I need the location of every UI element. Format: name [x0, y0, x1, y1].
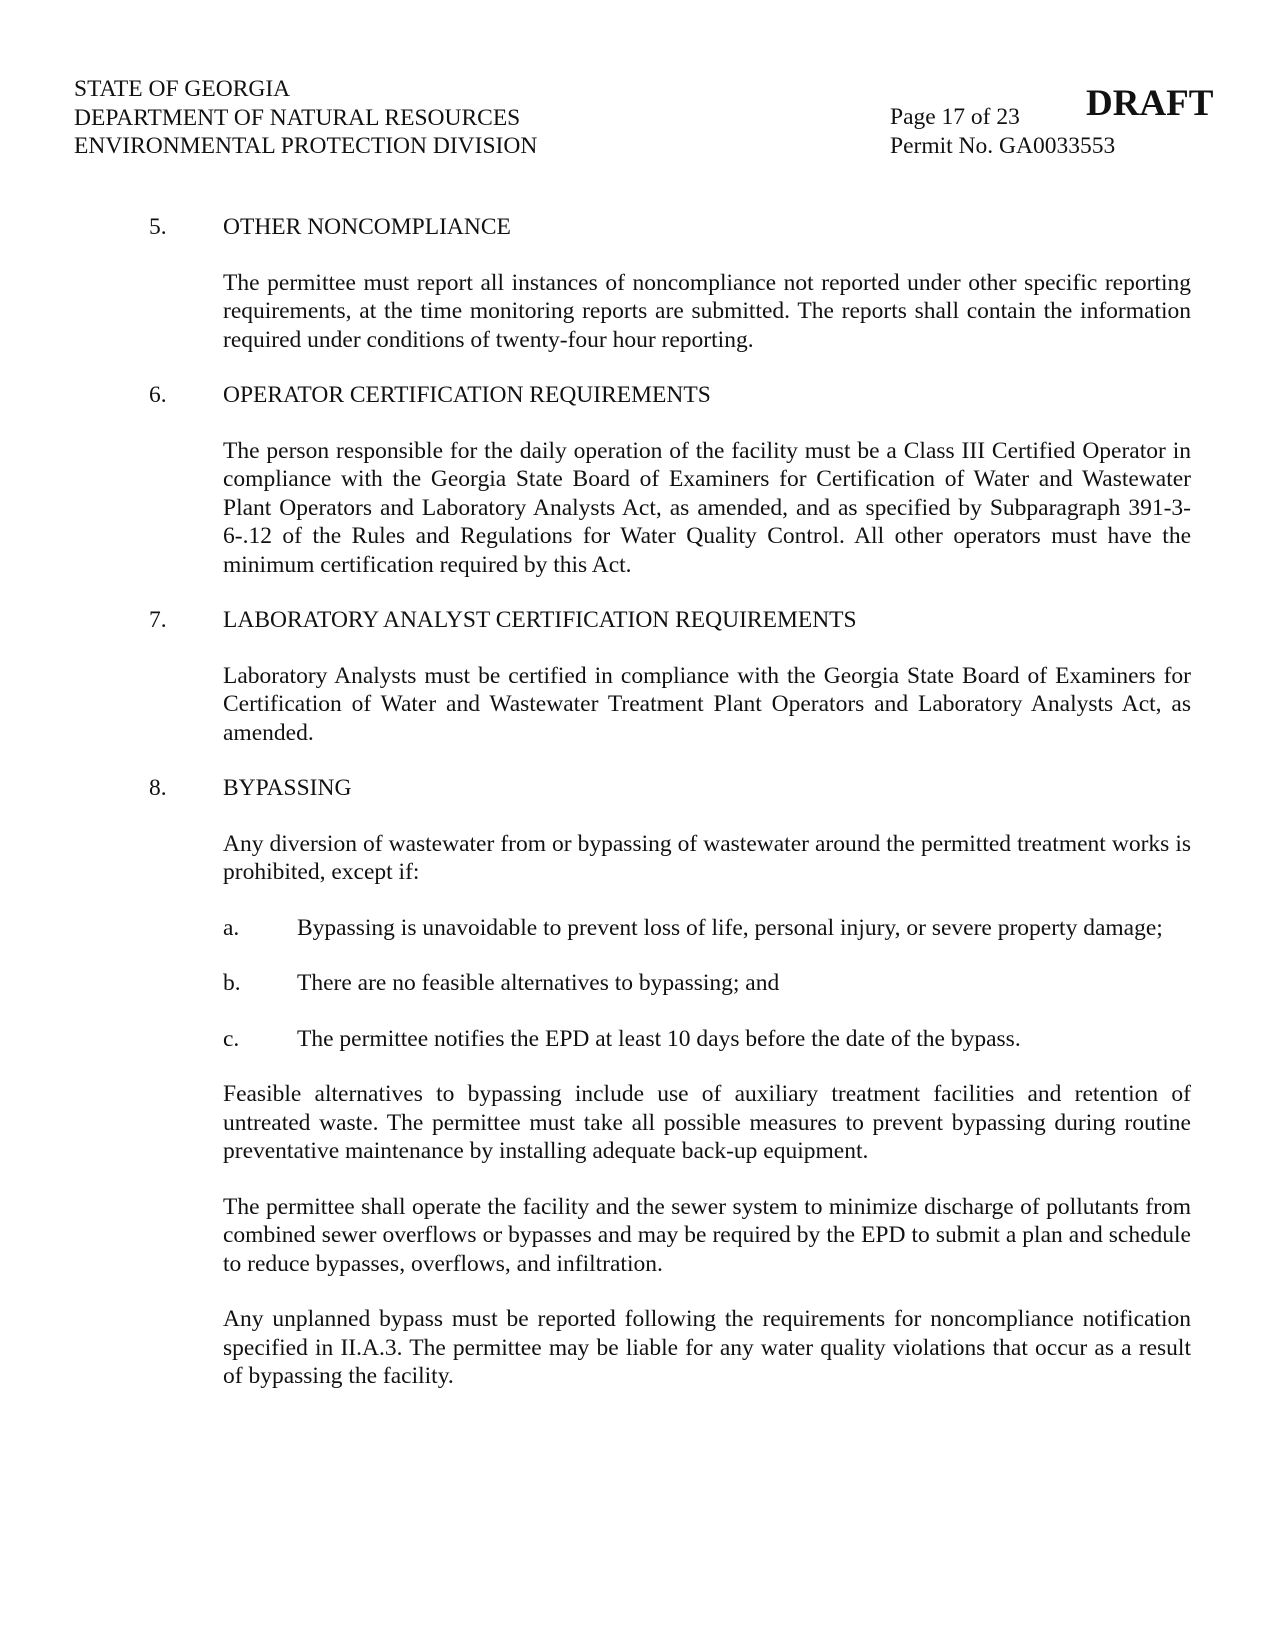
permit-number: Permit No. GA0033553 [890, 132, 1116, 159]
agency-division: ENVIRONMENTAL PROTECTION DIVISION [74, 133, 538, 159]
list-item-letter: b. [223, 970, 241, 996]
draft-stamp: DRAFT [1086, 83, 1214, 124]
section-number: 8. [149, 775, 167, 801]
list-item-text: The permittee notifies the EPD at least 10 days before the date of the bypass. [297, 1025, 1021, 1052]
list-item [223, 1025, 1191, 1054]
section-number: 6. [149, 382, 167, 408]
list-item [223, 914, 1191, 943]
section-bypassing [149, 774, 1191, 1391]
document-body [149, 213, 1191, 1391]
list-item-letter: c. [223, 1025, 240, 1052]
list-item-text: There are no feasible alternatives to bypassing; and [297, 970, 780, 996]
page-header [74, 75, 1214, 165]
section-title: OTHER NONCOMPLIANCE [223, 214, 511, 240]
section-operator-certification [149, 381, 1191, 579]
page-info-block [890, 103, 1115, 160]
section-paragraph: Any unplanned bypass must be reported following the requirements for noncompliance notification specified in II.A.3. The permittee may be liable for any water quality violations that occur as a result of bypassing the facility. [223, 1306, 1191, 1389]
section-title: BYPASSING [223, 775, 352, 801]
section-paragraph: Laboratory Analysts must be certified in compliance with the Georgia State Board of Examiners for Certification of Water and Wastewater Treatment Plant Operators and Laboratory Analysts Act, as amended. [223, 662, 1191, 746]
section-number: 7. [149, 607, 167, 633]
section-heading [149, 381, 1191, 410]
bypassing-intro-paragraph: Any diversion of wastewater from or bypassing of wastewater around the permitted treatment works is prohibited, except if: [223, 830, 1191, 885]
list-item [223, 969, 1191, 998]
bypass-conditions-list [223, 914, 1191, 1054]
section-other-noncompliance [149, 213, 1191, 354]
section-paragraph: Feasible alternatives to bypassing include use of auxiliary treatment facilities and retention of untreated waste. The permittee must take all possible measures to prevent bypassing during routine preventative maintenance by installing adequate back-up equipment. [223, 1081, 1191, 1164]
section-heading [149, 606, 1191, 635]
section-heading [149, 213, 1191, 242]
section-title: LABORATORY ANALYST CERTIFICATION REQUIREMENTS [223, 607, 857, 633]
list-item-text: Bypassing is unavoidable to prevent loss of life, personal injury, or severe property damage; [297, 914, 1163, 941]
section-number: 5. [149, 214, 167, 240]
page-number: Page 17 of 23 [890, 104, 1020, 130]
section-laboratory-analyst-certification [149, 606, 1191, 747]
agency-block [74, 75, 537, 161]
agency-state: STATE OF GEORGIA [74, 76, 291, 102]
section-title: OPERATOR CERTIFICATION REQUIREMENTS [223, 382, 711, 408]
section-paragraph: The person responsible for the daily operation of the facility must be a Class III Certified Operator in compliance with the Georgia State Board of Examiners for Certification of Water and Wastewater Plant Operators and Laboratory Analysts Act, as amended, and as specified by Subparagraph 391-3-6-.12 of the Rules and Regulations for Water Quality Control. All other operators must have the minimum certification required by this Act. [223, 437, 1191, 578]
agency-department: DEPARTMENT OF NATURAL RESOURCES [74, 104, 521, 131]
list-item-letter: a. [223, 914, 240, 941]
section-heading [149, 774, 1191, 803]
section-paragraph: The permittee shall operate the facility and the sewer system to minimize discharge of pollutants from combined sewer overflows or bypasses and may be required by the EPD to submit a plan and schedule to reduce bypasses, overflows, and infiltration. [223, 1193, 1191, 1277]
section-paragraph: The permittee must report all instances of noncompliance not reported under other specific reporting requirements, at the time monitoring reports are submitted. The reports shall contain the information required under conditions of twenty-four hour reporting. [223, 269, 1191, 353]
